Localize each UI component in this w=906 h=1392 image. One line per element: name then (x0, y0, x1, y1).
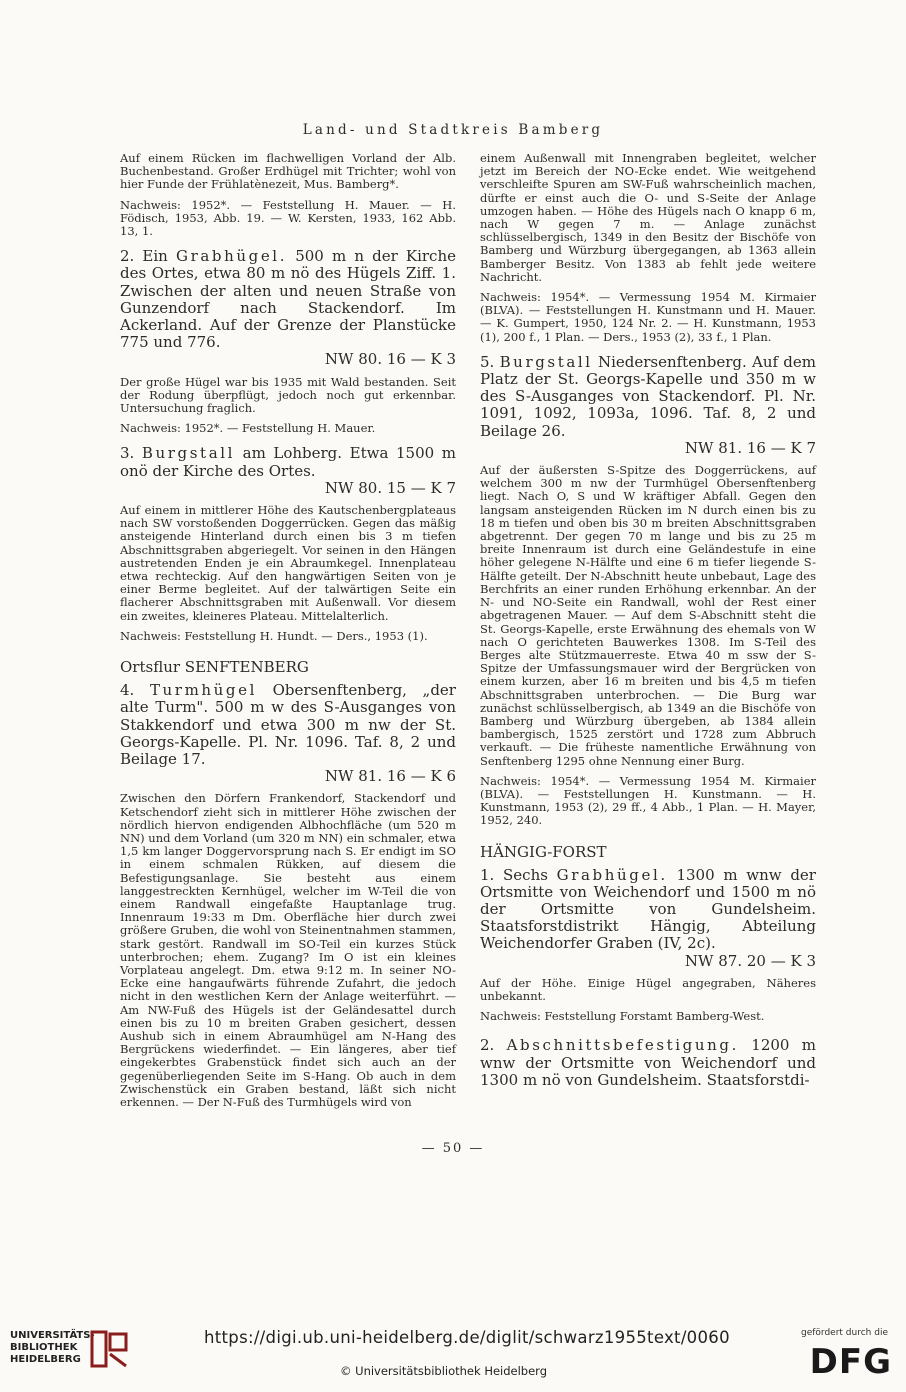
library-logo-icon (90, 1330, 130, 1368)
entry-number: 4. (120, 681, 135, 700)
nachweis: Nachweis: Feststellung H. Hundt. — Ders., 1953 (1). (120, 628, 428, 643)
page-number: — 50 — (421, 1141, 485, 1156)
copyright-notice: © Universitätsbibliothek Heidelberg (340, 1364, 548, 1378)
entry-keyword: Turmhügel (149, 681, 257, 700)
entry-text: 1200 m wnw der Ortsmitte von Weichendorf und 1300 m nö von Gundelsheim. Staatsforstdi- (480, 1036, 816, 1089)
entry-number: 1. Sechs (480, 865, 548, 884)
library-line: BIBLIOTHEK (10, 1342, 78, 1353)
entry-3 (120, 445, 456, 497)
library-line: UNIVERSITÄTS- (10, 1330, 95, 1341)
footer-bar (0, 1320, 906, 1392)
entry-h1 (480, 867, 816, 970)
entry-keyword: Grabhügel. (556, 865, 668, 884)
map-reference: NW 80. 16 — K 3 (324, 350, 456, 369)
entry-number: 2. Ein (120, 247, 168, 266)
left-column (120, 152, 456, 1116)
entry-h2 (480, 1037, 816, 1089)
entry-number: 3. (120, 444, 135, 463)
entry-keyword: Abschnittsbefestigung. (506, 1036, 739, 1055)
running-title: Land- und Stadtkreis Bamberg (302, 122, 604, 138)
section-heading: HÄNGIG-FORST (480, 842, 607, 861)
entry-keyword: Grabhügel. (176, 247, 288, 266)
nachweis: Nachweis: 1952*. — Feststellung H. Mauer. (120, 421, 376, 436)
paragraph: Der große Hügel war bis 1935 mit Wald bestanden. Seit der Rodung überpflügt, jedoch noch gut erkennbar. Untersuchung fraglich. (120, 374, 456, 416)
nachweis: Nachweis: 1952*. — Feststellung H. Mauer. — H. Födisch, 1953, Abb. 19. — W. Kersten, 1933, 162 Abb. 13, 1. (120, 197, 456, 239)
entry-4 (120, 682, 456, 785)
entry-text: 1300 m wnw der Ortsmitte von Weichendorf und 1500 m nö der Ortsmitte von Gundelsheim. Staatsforstdistrikt Hängig, Abteilung Weichendorfer Graben (IV, 2c). (480, 865, 816, 953)
map-reference: NW 81. 16 — K 6 (324, 767, 456, 786)
paragraph: einem Außenwall mit Innengraben begleitet, welcher jetzt im Bereich der NO-Ecke endet. Wie weitgehend verschleifte Spuren am SW-Fuß wahrscheinlich machen, dürfte er einst auch die O- und S-Seite der Anlage umzogen haben. — Höhe des Hügels nach O knapp 6 m, nach W gegen 7 m. — Anlage zunächst schlüsselbergisch, 1349 in den Besitz der Bischöfe von Bamberg und Würzburg übergegangen, ab 1363 allein Bamberger Besitz. Von 1383 ab fehlt jede weitere Nachricht. (480, 151, 816, 284)
entry-text: Niedersenftenberg. Auf dem Platz der St. Georgs-Kapelle und 350 m w des S-Ausganges von Stackendorf. Pl. Nr. 1091, 1092, 1093a, 1096. Taf. 8, 2 und Beilage 26. (480, 352, 816, 440)
library-name (10, 1330, 95, 1366)
entry-keyword: Burgstall (499, 352, 593, 371)
entry-2 (120, 248, 456, 368)
nachweis: Nachweis: 1954*. — Vermessung 1954 M. Kirmaier (BLVA). — Feststellungen H. Kunstmann. — H. Kunstmann, 1953 (2), 29 ff., 4 Abb., 1 Plan. — H. Mayer, 1952, 240. (480, 773, 816, 828)
map-reference: NW 81. 16 — K 7 (684, 438, 816, 457)
paragraph: Auf einem Rücken im flachwelligen Vorland der Alb. Buchenbestand. Großer Erdhügel mit Trichter; wohl von hier Funde der Frühlatènezeit, Mus. Bamberg*. (120, 151, 456, 192)
right-column (480, 152, 816, 1096)
entry-text: Obersenftenberg, „der alte Turm". 500 m w des S-Ausganges von Stakkendorf und etwa 300 m nw der St. Georgs-Kapelle. Pl. Nr. 1096. Taf. 8, 2 und Beilage 17. (120, 681, 456, 768)
entry-5 (480, 354, 816, 457)
library-line: HEIDELBERG (10, 1354, 81, 1365)
nachweis: Nachweis: Feststellung Forstamt Bamberg-West. (480, 1009, 765, 1024)
entry-number: 5. (480, 352, 495, 371)
entry-text: am Lohberg. Etwa 1500 m onö der Kirche des Ortes. (120, 444, 456, 480)
funding-label: gefördert durch die (801, 1328, 888, 1338)
entry-number: 2. (480, 1036, 495, 1055)
map-reference: NW 80. 15 — K 7 (324, 478, 456, 497)
paragraph: Auf einem in mittlerer Höhe des Kautschenbergplateaus nach SW vorstoßenden Doggerrücken. Gegen das mäßig ansteigende Hinterland durch einen bis 3 m tiefen Abschnittsgraben abgeriegelt. Vor seinen in den Hängen austretenden Enden je ein Abraumkegel. Innenplateau etwa rechteckig. Auf den hangwärtigen Seiten von je einer Berme begleitet. Auf der talwärtigen Seite ein flacherer Abschnittsgraben mit Außenwall. Vor diesem ein zweites, kleineres Plateau. Mittelalterlich. (120, 503, 456, 623)
paragraph: Auf der äußersten S-Spitze des Doggerrückens, auf welchem 300 m nw der Turmhügel Obersenftenberg liegt. Nach O, S und W kräftiger Abfall. Gegen den langsam ansteigenden Rücken im N durch einen bis zu 18 m tiefen und oben bis 30 m breiten Abschnittsgraben abgetrennt. Der gegen 70 m lange und bis zu 25 m breite Innenraum ist durch eine Geländestufe in eine höher gelegene N-Hälfte und eine 6 m tiefer liegende S-Hälfte geteilt. Der N-Abschnitt heute unbebaut, Lage des Berchfrits an einer runden Erhöhung erkennbar. An der N- und NO-Seite ein Randwall, wohl der Rest einer abgetragenen Mauer. — Auf dem S-Abschnitt steht die St. Georgs-Kapelle, erste Erwähnung des ehemals von W nach O gerichteten Bauwerkes 1308. Im S-Teil des Berges alte Stützmauerreste. Etwa 40 m ssw der S-Spitze der Umfassungsmauer wird der Bergrücken von einem kurzen, aber 16 m breiten und bis 4,5 m tiefen Abschnittsgraben unterbrochen. — Die Burg war zunächst schlüsselbergisch, ab 1349 an die Bischöfe von Bamberg und Würzburg übergeben, ab 1384 allein bambergisch, 1525 zerstört und 1728 zum Abbruch verkauft. — Die früheste namentliche Erwähnung von Senftenberg 1295 ohne Nennung einer Burg. (480, 463, 816, 768)
permalink-url[interactable]: https://digi.ub.uni-heidelberg.de/diglit/schwarz1955text/0060 (204, 1328, 730, 1347)
paragraph: Auf der Höhe. Einige Hügel angegraben, Näheres unbekannt. (480, 975, 816, 1003)
nachweis: Nachweis: 1954*. — Vermessung 1954 M. Kirmaier (BLVA). — Feststellungen H. Kunstmann und H. Mauer. — K. Gumpert, 1950, 124 Nr. 2. — H. Kunstmann, 1953 (1), 200 f., 1 Plan. — Ders., 1953 (2), 33 f., 1 Plan. (480, 290, 816, 344)
entry-text: 500 m n der Kirche des Ortes, etwa 80 m nö des Hügels Ziff. 1. Zwischen der alten und neuen Straße von Gunzendorf nach Stackendorf. Im Ackerland. Auf der Grenze der Planstücke 775 und 776. (120, 247, 456, 352)
paragraph: Zwischen den Dörfern Frankendorf, Stackendorf und Ketschendorf zieht sich in mittlerer Höhe zwischen der nördlich hiervon endigenden Albhochfläche (um 520 m NN) und dem Vorland (um 320 m NN) ein schmaler, etwa 1,5 km langer Doggervorsprung nach S. Er endigt im SO in einem schmalen Rükken, auf diesem die Befestigungsanlage. Sie besteht aus einem langgestreckten Kernhügel, welcher im W-Teil die von einem Randwall eingefaßte Hauptanlage trug. Innenraum 19:33 m Dm. Oberfläche hier durch zwei größere Gruben, die wohl von Steinentnahmen stammen, stark gestört. Randwall im SO-Teil ein kurzes Stück unterbrochen; ehem. Zugang? Im O ist ein kleines Vorplateau angelegt. Dm. etwa 9:12 m. In seiner NO-Ecke eine hangaufwärts führende Zufahrt, die jedoch nicht in den westlichen Kern der Anlage weiterführt. — Am NW-Fuß des Hügels ist der Geländesattel durch einen bis zu 10 m breiten Graben gesichert, dessen Aushub sich in einem Abraumhügel am N-Hang des Bergrückens wiederfindet. — Ein längeres, aber tief eingekerbtes Grabenstück findet sich auch an der gegenüberliegenden Seite im S-Hang. Ob auch in dem Zwischenstück ein Graben bestand, läßt sich nicht erkennen. — Der N-Fuß des Turmhügels wird von (120, 791, 456, 1109)
map-reference: NW 87. 20 — K 3 (684, 951, 816, 970)
entry-keyword: Burgstall (141, 444, 236, 463)
dfg-logo: DFG (809, 1342, 892, 1382)
section-heading: Ortsflur SENFTENBERG (120, 658, 309, 677)
